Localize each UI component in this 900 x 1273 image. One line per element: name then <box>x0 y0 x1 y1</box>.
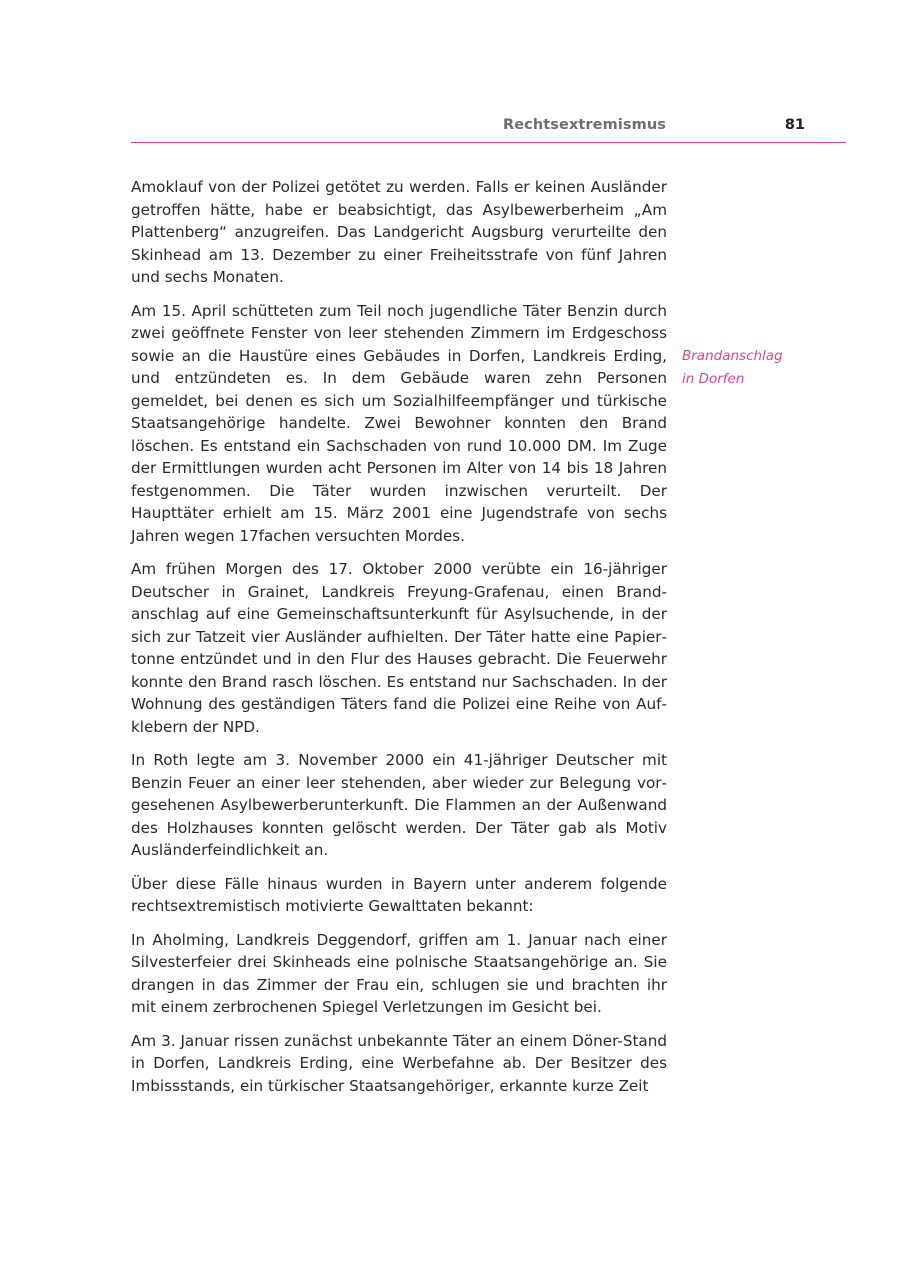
paragraph-2: Am 15. April schütteten zum Teil noch jugendliche Täter Benzin durch zwei geöffnete Fenster von leer stehenden Zimmern im Erdgeschoss sowie an die Haustüre eines Gebäudes in Dorfen, Landkreis Erding, und entzündeten es. In dem Gebäude waren zehn Personen gemeldet, bei denen es sich um Sozialhilfeempfänger und türkische Staatsangehörige handelte. Zwei Bewohner konnten den Brand löschen. Es entstand ein Sachschaden von rund 10.000 DM. Im Zuge der Ermittlungen wurden acht Personen im Alter von 14 bis 18 Jahren festgenommen. Die Täter wurden inzwischen verurteilt. Der Haupttäter erhielt am 15. März 2001 eine Jugendstrafe von sechs Jahren wegen 17fachen versuchten Mordes. <box>131 301 667 545</box>
body-text <box>131 176 667 1108</box>
paragraph-4: In Roth legte am 3. November 2000 ein 41-jähriger Deutscher mit Benzin Feuer an einer leer stehenden, aber wieder zur Belegung vorgesehenen Asylbewerberunterkunft. Die Flammen an der Außenwand des Holzhauses konnten gelöscht werden. Der Täter gab als Motiv Ausländerfeindlichkeit an. <box>131 751 667 859</box>
running-header <box>131 114 846 143</box>
margin-note <box>682 345 802 390</box>
paragraph-5: Über diese Fälle hinaus wurden in Bayern unter anderem folgende rechtsextremistisch motivierte Gewalttaten bekannt: <box>131 874 667 915</box>
paragraph-3: Am frühen Morgen des 17. Oktober 2000 verübte ein 16-jähriger Deutscher in Grainet, Landkreis Freyung-Grafenau, einen Brandanschlag auf eine Gemeinschaftsunterkunft für Asylsuchende, in der sich zur Tatzeit vier Ausländer aufhielten. Der Täter hatte eine Papiertonne entzündet und in den Flur des Hauses gebracht. Die Feuerwehr konnte den Brand rasch löschen. Es entstand nur Sachschaden. In der Wohnung des geständigen Täters fand die Polizei eine Reihe von Aufklebern der NPD. <box>131 560 667 736</box>
page-number: 81 <box>784 117 805 133</box>
running-title: Rechtsextremismus <box>502 117 666 133</box>
paragraph-6: In Aholming, Landkreis Deggendorf, griffen am 1. Januar nach einer Silvesterfeier drei Skinheads eine polnische Staatsangehörige an. Sie drangen in das Zimmer der Frau ein, schlugen sie und brachten ihr mit einem zerbrochenen Spiegel Verletzungen im Gesicht bei. <box>131 930 667 1016</box>
margin-note-line-1: Brandanschlag <box>682 348 783 364</box>
margin-note-line-2: in Dorfen <box>682 370 745 387</box>
paragraph-1: Amoklauf von der Polizei getötet zu werden. Falls er keinen Ausländer getroffen hätte, habe er beabsichtigt, das Asylbewerberheim „Am Plattenberg“ anzugreifen. Das Landgericht Augsburg verurteilte den Skinhead am 13. Dezember zu einer Freiheitsstrafe von fünf Jahren und sechs Monaten. <box>131 178 667 286</box>
paragraph-7: Am 3. Januar rissen zunächst unbekannte Täter an einem Döner-Stand in Dorfen, Landkreis Erding, eine Werbefahne ab. Der Besitzer des Imbissstands, ein türkischer Staatsangehöriger, erkannte kurze Zeit <box>131 1031 667 1095</box>
